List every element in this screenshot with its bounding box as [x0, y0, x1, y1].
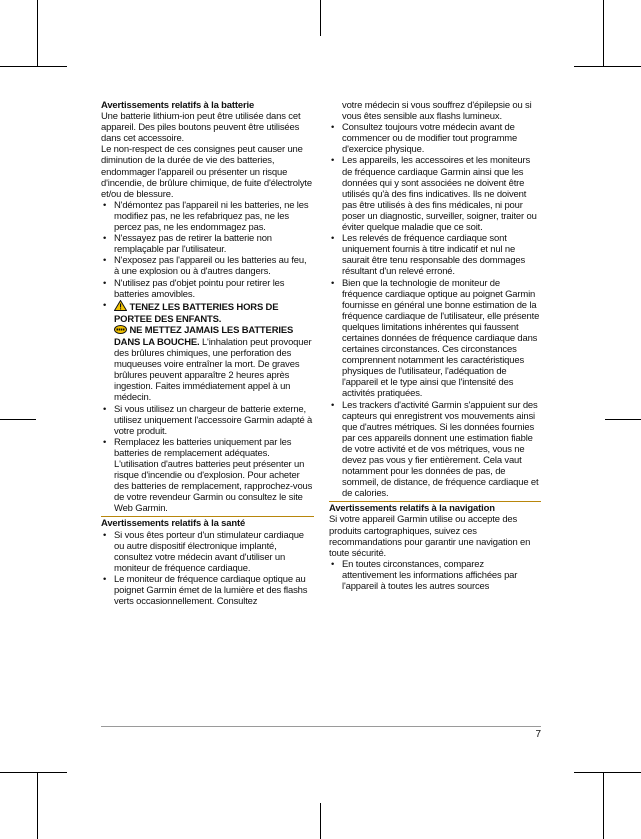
navigation-section-title: Avertissements relatifs à la navigation	[329, 503, 495, 515]
navigation-bullet: • En toutes circonstances, comparez attentivement les informations affichées par l'appareil à toutes les autres sources	[329, 559, 541, 592]
crop-mark	[320, 0, 321, 36]
crop-mark	[37, 772, 38, 839]
never-in-mouth: NE METTEZ JAMAIS LES BATTERIES DANS LA BOUCHE.	[114, 324, 294, 348]
crop-mark	[0, 419, 36, 420]
battery-bullet: • N'essayez pas de retirer la batterie non remplaçable par l'utilisateur.	[101, 233, 314, 255]
ingestion-detail: L'inhalation peut provoquer des brûlures chimiques, une perforation des muqueuses voire entraîner la mort. De graves brûlures peuvent apparaître 2 heures après ingestion. Faites immédiatement appel à un médecin.	[114, 336, 312, 404]
health-bullet: • Bien que la technologie de moniteur de fréquence cardiaque optique au poignet Garmin fournisse en général une bonne estimation de la fréquence cardiaque de l'utilisateur, elle présente quelques limitations inhérentes qui faussent certaines données de fréquence cardiaque dans certaines circonstances. Ces circonstances comprennent notamment les caractéristiques physiques de l'utilisateur, l'adéquation de l'appareil et le type ainsi que l'intensité des activités pratiquées.	[329, 278, 541, 400]
left-column	[101, 100, 314, 607]
battery-bullet: • N'exposez pas l'appareil ou les batteries au feu, à une explosion ou à d'autres dangers.	[101, 255, 314, 277]
footer-rule	[101, 726, 541, 727]
battery-section-title: Avertissements relatifs à la batterie	[101, 100, 255, 111]
section-divider	[101, 516, 314, 517]
crop-mark	[574, 66, 641, 67]
navigation-intro: Si votre appareil Garmin utilise ou accepte des produits cartographiques, suivez ces recommandations pour garantir une navigation en toute sécurité.	[329, 514, 531, 559]
crop-mark	[603, 772, 604, 839]
health-bullet-continued: votre médecin si vous souffrez d'épilepsie ou si vous êtes sensible aux flashs lumineux.	[342, 100, 532, 123]
battery-bullet: • N'utilisez pas d'objet pointu pour retirer les batteries amovibles.	[101, 278, 314, 300]
warning-triangle-icon	[114, 300, 127, 314]
battery-intro-2: Le non-respect de ces consignes peut causer une diminution de la durée de vie des batteries, endommager l'appareil ou présenter un risque d'incendie, de brûlure chimique, de fuite d'électrolyte et/ou de blessure.	[101, 144, 312, 200]
crop-mark	[603, 0, 604, 67]
battery-bullet-list	[101, 200, 314, 515]
crop-mark	[605, 419, 641, 420]
page-number: 7	[535, 729, 541, 740]
health-bullet: • Les relevés de fréquence cardiaque sont uniquement fournis à titre indicatif et nul ne saurait être tenu responsable des dommages résultant d'un relevé erroné.	[329, 233, 541, 277]
battery-bullet: • Remplacez les batteries uniquement par les batteries de remplacement adéquates. L'utilisation d'autres batteries peut présenter un risque d'incendie ou d'explosion. Pour acheter des batteries de remplacement, rapprochez-vous de votre revendeur Garmin ou consultez le site Web Garmin.	[101, 437, 314, 515]
crop-mark	[0, 772, 67, 773]
crop-mark	[0, 66, 67, 67]
health-bullet: • Si vous êtes porteur d'un stimulateur cardiaque ou autre dispositif électronique implanté, consultez votre médecin avant d'utiliser un moniteur de fréquence cardiaque.	[101, 530, 314, 574]
health-bullet: • Les appareils, les accessoires et les moniteurs de fréquence cardiaque Garmin ainsi que les données qui y sont associées ne doivent être utilisés qu'à des fins indicatives. Ils ne doivent pas être utilisés à des fins médicales, ni pour poser un diagnostic, surveiller, soigner, traiter ou éviter quelque maladie que ce soit.	[329, 155, 541, 233]
section-divider	[329, 501, 541, 502]
health-section-title: Avertissements relatifs à la santé	[101, 518, 246, 530]
battery-warning-bullet	[101, 300, 314, 404]
battery-bullet: • N'démontez pas l'appareil ni les batteries, ne les modifiez pas, ne les refabriquez pas, ne les percez pas, ne les endommagez pas.	[101, 200, 314, 233]
health-bullet-list-continued	[329, 122, 541, 499]
navigation-bullet-list	[329, 559, 541, 592]
health-bullet-list	[101, 530, 314, 608]
battery-bullet: • Si vous utilisez un chargeur de batterie externe, utilisez uniquement l'accessoire Garmin adapté à votre produit.	[101, 404, 314, 437]
health-bullet: • Le moniteur de fréquence cardiaque optique au poignet Garmin émet de la lumière et des flashs verts occasionnellement. Consultez	[101, 574, 314, 607]
health-bullet: • Consultez toujours votre médecin avant de commencer ou de modifier tout programme d'exercice physique.	[329, 122, 541, 155]
health-bullet: • Les trackers d'activité Garmin s'appuient sur des capteurs qui enregistrent vos mouvements ainsi que d'autres métriques. Si les données fournies par ces appareils donnent une estimation fiable de votre activité et de vos métriques, vous ne devez pas vous y fier entièrement. Cela vaut notamment pour les données de pas, de sommeil, de distance, de fréquence cardiaque et de calories.	[329, 400, 541, 500]
keep-away-from-children: TENEZ LES BATTERIES HORS DE PORTEE DES ENFANTS.	[114, 301, 279, 325]
right-column	[329, 100, 541, 592]
crop-mark	[37, 0, 38, 67]
battery-intro-1: Une batterie lithium-ion peut être utilisée dans cet appareil. Des piles boutons peuvent être utilisées dans cet accessoire.	[101, 111, 301, 145]
do-not-swallow-icon	[114, 325, 127, 337]
crop-mark	[574, 772, 641, 773]
crop-mark	[320, 803, 321, 839]
